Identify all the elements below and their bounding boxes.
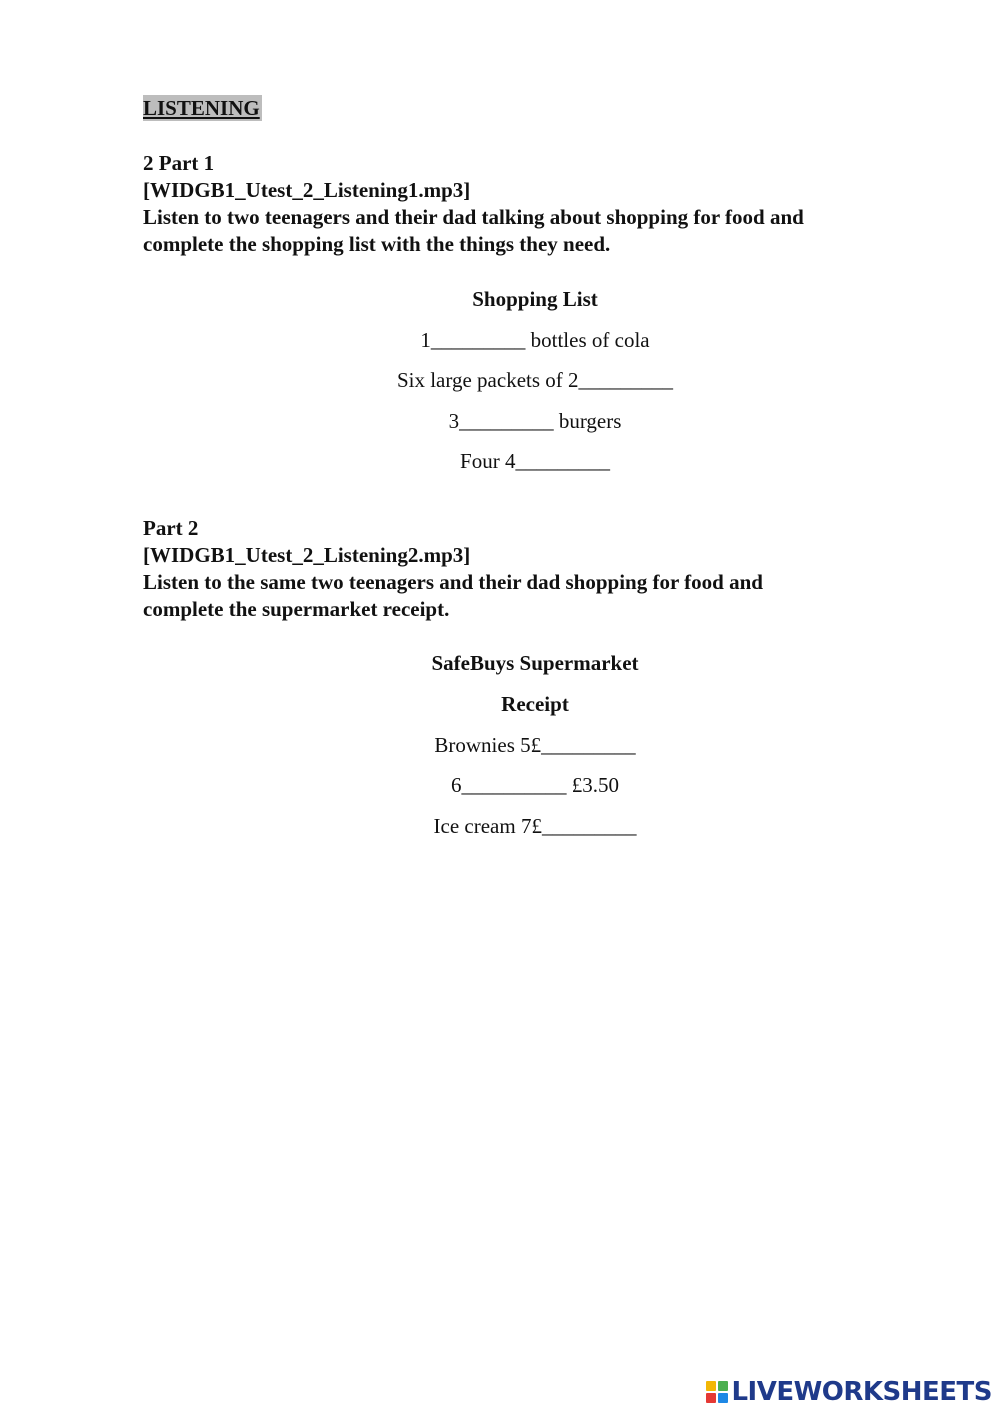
logo-square-4 xyxy=(718,1393,728,1403)
liveworksheets-logo-icon xyxy=(706,1381,728,1403)
liveworksheets-logo-text: LIVEWORKSHEETS xyxy=(731,1377,992,1407)
section-heading: LISTENING xyxy=(143,96,260,120)
part2-instruction-line2: complete the supermarket receipt. xyxy=(143,597,450,621)
part1-instruction-line1: Listen to two teenagers and their dad talking about shopping for food and xyxy=(143,205,804,229)
receipt-item-2: 6__________ £3.50 xyxy=(451,773,619,797)
shopping-list-item-1: 1_________ bottles of cola xyxy=(420,328,650,352)
shopping-list-item-2: Six large packets of 2_________ xyxy=(396,368,674,392)
part2-audio-reference: [WIDGB1_Utest_2_Listening2.mp3] xyxy=(143,543,471,567)
shopping-list-item-4: Four 4_________ xyxy=(460,449,610,473)
receipt-item-1: Brownies 5£_________ xyxy=(434,733,636,757)
part1-title: 2 Part 1 xyxy=(143,151,215,175)
receipt-item-3: Ice cream 7£_________ xyxy=(433,814,637,838)
logo-square-3 xyxy=(706,1393,716,1403)
shopping-list-item-3: 3_________ burgers xyxy=(448,409,622,433)
liveworksheets-logo xyxy=(706,1377,992,1407)
part2-title: Part 2 xyxy=(143,516,199,540)
part1-instruction-line2: complete the shopping list with the things they need. xyxy=(143,232,611,256)
part2-instruction-line1: Listen to the same two teenagers and their dad shopping for food and xyxy=(143,570,763,594)
store-name: SafeBuys Supermarket xyxy=(431,651,639,675)
logo-square-2 xyxy=(718,1381,728,1391)
shopping-list-title: Shopping List xyxy=(472,287,598,311)
receipt-title: Receipt xyxy=(501,692,569,716)
part1-audio-reference: [WIDGB1_Utest_2_Listening1.mp3] xyxy=(143,178,471,202)
logo-square-1 xyxy=(706,1381,716,1391)
